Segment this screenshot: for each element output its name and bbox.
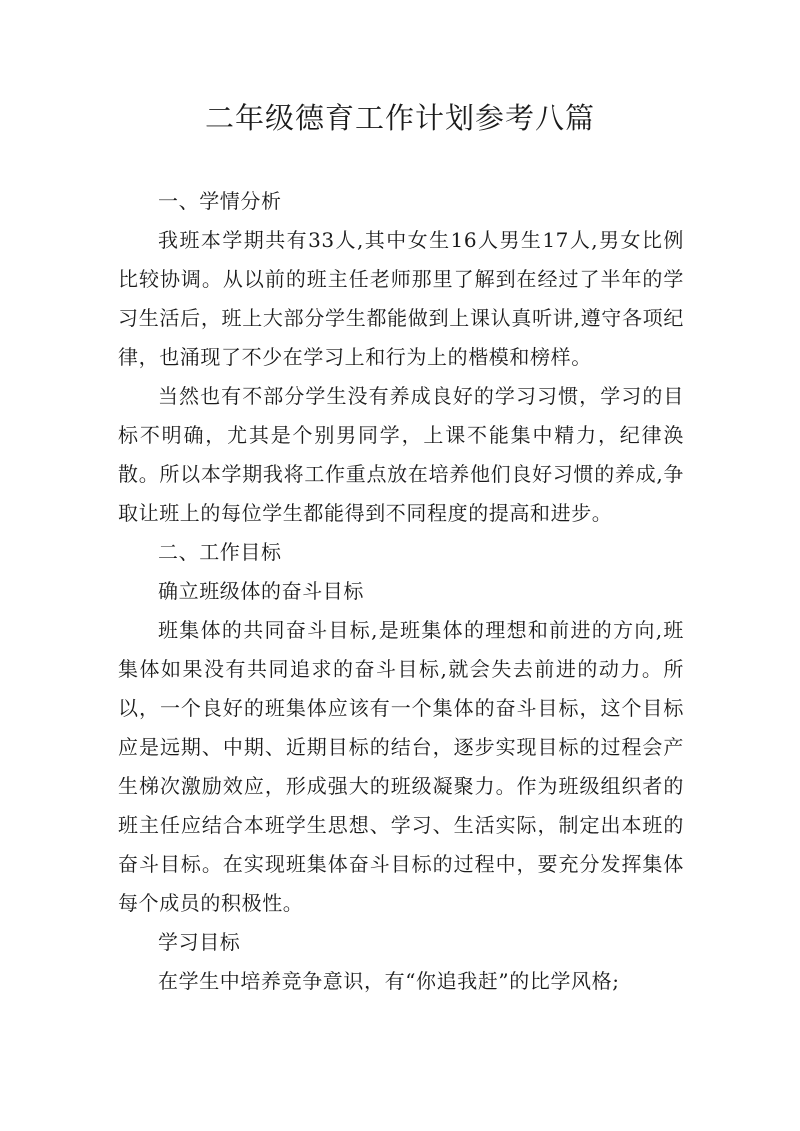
subheading-study-goal: 学习目标 <box>158 930 241 954</box>
document-body <box>118 182 684 1001</box>
paragraph-3: 班集体的共同奋斗目标,是班集体的理想和前进的方向,班集体如果没有共同追求的奋斗目标,就会失去前进的动力。所以，一个良好的班集体应该有一个集体的奋斗目标，这个目标应是远期、中期、近期目标的结台，逐步实现目标的过程会产生梯次激励效应，形成强大的班级凝聚力。作为班级组织者的班主任应结合本班学生思想、学习、生活实际，制定出本班的奋斗目标。在实现班集体奋斗目标的过程中，要充分发挥集体每个成员的积极性。 <box>118 618 684 915</box>
section-heading-2: 二、工作目标 <box>158 540 282 564</box>
page-title: 二年级德育工作计划参考八篇 <box>204 101 595 135</box>
section-heading-1: 一、学情分析 <box>158 189 282 213</box>
subheading-class-goal: 确立班级体的奋斗目标 <box>158 579 364 603</box>
paragraph-1: 我班本学期共有33人,其中女生16人男生17人,男女比例比较协调。从以前的班主任老师那里了解到在经过了半年的学习生活后，班上大部分学生都能做到上课认真听讲,遵守各项纪律，也涌现了不少在学习上和行为上的楷模和榜样。 <box>118 228 684 369</box>
paragraph-4: 在学生中培养竞争意识，有“你追我赶”的比学风格; <box>158 969 620 993</box>
paragraph-2: 当然也有不部分学生没有养成良好的学习习惯，学习的目标不明确，尤其是个别男同学，上课不能集中精力，纪律涣散。所以本学期我将工作重点放在培养他们良好习惯的养成,争取让班上的每位学生都能得到不同程度的提高和进步。 <box>118 384 684 525</box>
